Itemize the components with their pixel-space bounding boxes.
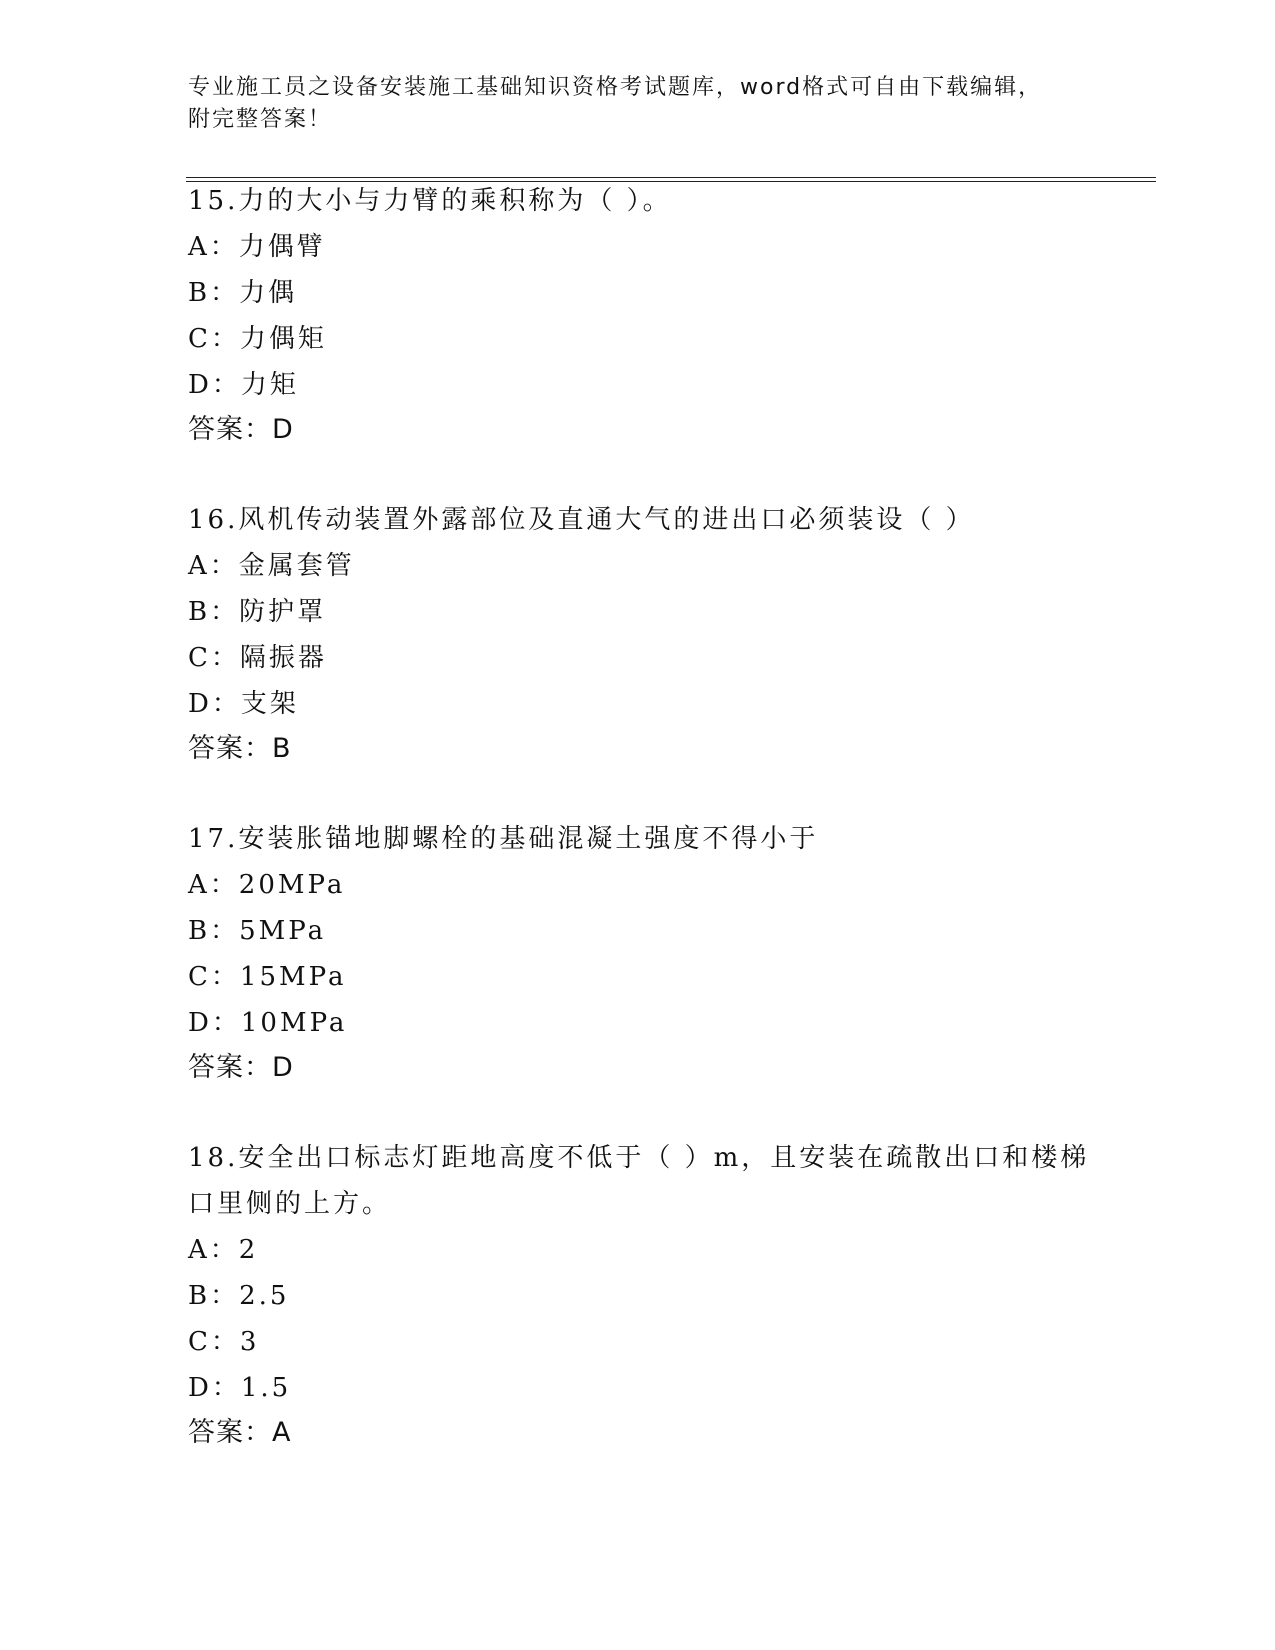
option-d: [188, 1365, 1108, 1411]
answer-line: [188, 408, 1108, 452]
option-value: 10MPa: [240, 1008, 348, 1038]
option-value: 隔振器: [239, 643, 327, 673]
option-a: [188, 543, 1108, 589]
option-key: B：: [188, 916, 240, 946]
option-key: D：: [188, 370, 241, 400]
question-text: [188, 1135, 1108, 1181]
option-key: A：: [188, 232, 239, 262]
option-value: 防护罩: [239, 597, 327, 627]
option-key: D：: [188, 689, 241, 719]
option-value: 20MPa: [238, 870, 346, 900]
option-key: A：: [188, 870, 239, 900]
option-a: [188, 224, 1108, 270]
option-value: 3: [239, 1327, 260, 1357]
option-value: 金属套管: [238, 551, 355, 581]
answer-label: 答案：: [188, 1417, 272, 1448]
header-line-2: 附完整答案！: [188, 107, 333, 132]
question-number: 18.: [188, 1143, 239, 1173]
question-number: 17.: [188, 824, 239, 854]
option-key: C：: [188, 643, 240, 673]
option-key: C：: [188, 324, 240, 354]
question-17: [188, 816, 1108, 1090]
option-key: B：: [188, 597, 240, 627]
question-number: 15.: [188, 186, 239, 216]
answer-line: [188, 1411, 1108, 1455]
question-text: [188, 816, 1108, 862]
option-value: 2: [238, 1235, 259, 1265]
option-b: [188, 589, 1108, 635]
option-d: [188, 681, 1108, 727]
option-key: A：: [188, 551, 239, 581]
option-key: D：: [188, 1008, 241, 1038]
header-line-1: 专业施工员之设备安装施工基础知识资格考试题库，word格式可自由下载编辑，: [188, 75, 1043, 100]
question-stem-line: 力的大小与力臂的乘积称为（ ）。: [238, 186, 672, 216]
question-18: [188, 1135, 1108, 1455]
option-value: 力矩: [240, 370, 299, 400]
option-value: 支架: [240, 689, 299, 719]
question-15: [188, 178, 1108, 452]
option-key: D：: [188, 1373, 241, 1403]
answer-value: B: [272, 733, 292, 764]
option-key: B：: [188, 1281, 240, 1311]
question-text: [188, 497, 1108, 543]
answer-label: 答案：: [188, 733, 272, 764]
answer-value: A: [272, 1417, 292, 1448]
answer-line: [188, 1046, 1108, 1090]
option-value: 力偶臂: [238, 232, 326, 262]
answer-value: D: [272, 414, 294, 445]
question-stem-line: 安全出口标志灯距地高度不低于（ ）m，且安装在疏散出口和楼梯: [238, 1143, 1090, 1173]
option-d: [188, 1000, 1108, 1046]
option-value: 15MPa: [239, 962, 347, 992]
question-stem-line: 安装胀锚地脚螺栓的基础混凝土强度不得小于: [238, 824, 819, 854]
option-key: C：: [188, 962, 240, 992]
question-text: [188, 178, 1108, 224]
option-value: 力偶矩: [239, 324, 327, 354]
option-value: 2.5: [239, 1281, 290, 1311]
question-text-continued: 口里侧的上方。: [188, 1189, 392, 1219]
option-d: [188, 362, 1108, 408]
answer-label: 答案：: [188, 414, 272, 445]
option-b: [188, 1273, 1108, 1319]
option-c: [188, 1319, 1108, 1365]
option-c: [188, 954, 1108, 1000]
option-b: [188, 908, 1108, 954]
question-16: [188, 497, 1108, 771]
answer-label: 答案：: [188, 1052, 272, 1083]
answer-line: [188, 727, 1108, 771]
option-c: [188, 316, 1108, 362]
document-header: [188, 72, 1068, 136]
option-key: C：: [188, 1327, 240, 1357]
option-key: B：: [188, 278, 240, 308]
option-a: [188, 1227, 1108, 1273]
option-c: [188, 635, 1108, 681]
question-stem-line: 风机传动装置外露部位及直通大气的进出口必须装设（ ）: [238, 505, 975, 535]
option-key: A：: [188, 1235, 239, 1265]
option-b: [188, 270, 1108, 316]
option-value: 力偶: [239, 278, 298, 308]
option-value: 1.5: [240, 1373, 292, 1403]
answer-value: D: [272, 1052, 294, 1083]
option-a: [188, 862, 1108, 908]
question-number: 16.: [188, 505, 239, 535]
option-value: 5MPa: [239, 916, 327, 946]
